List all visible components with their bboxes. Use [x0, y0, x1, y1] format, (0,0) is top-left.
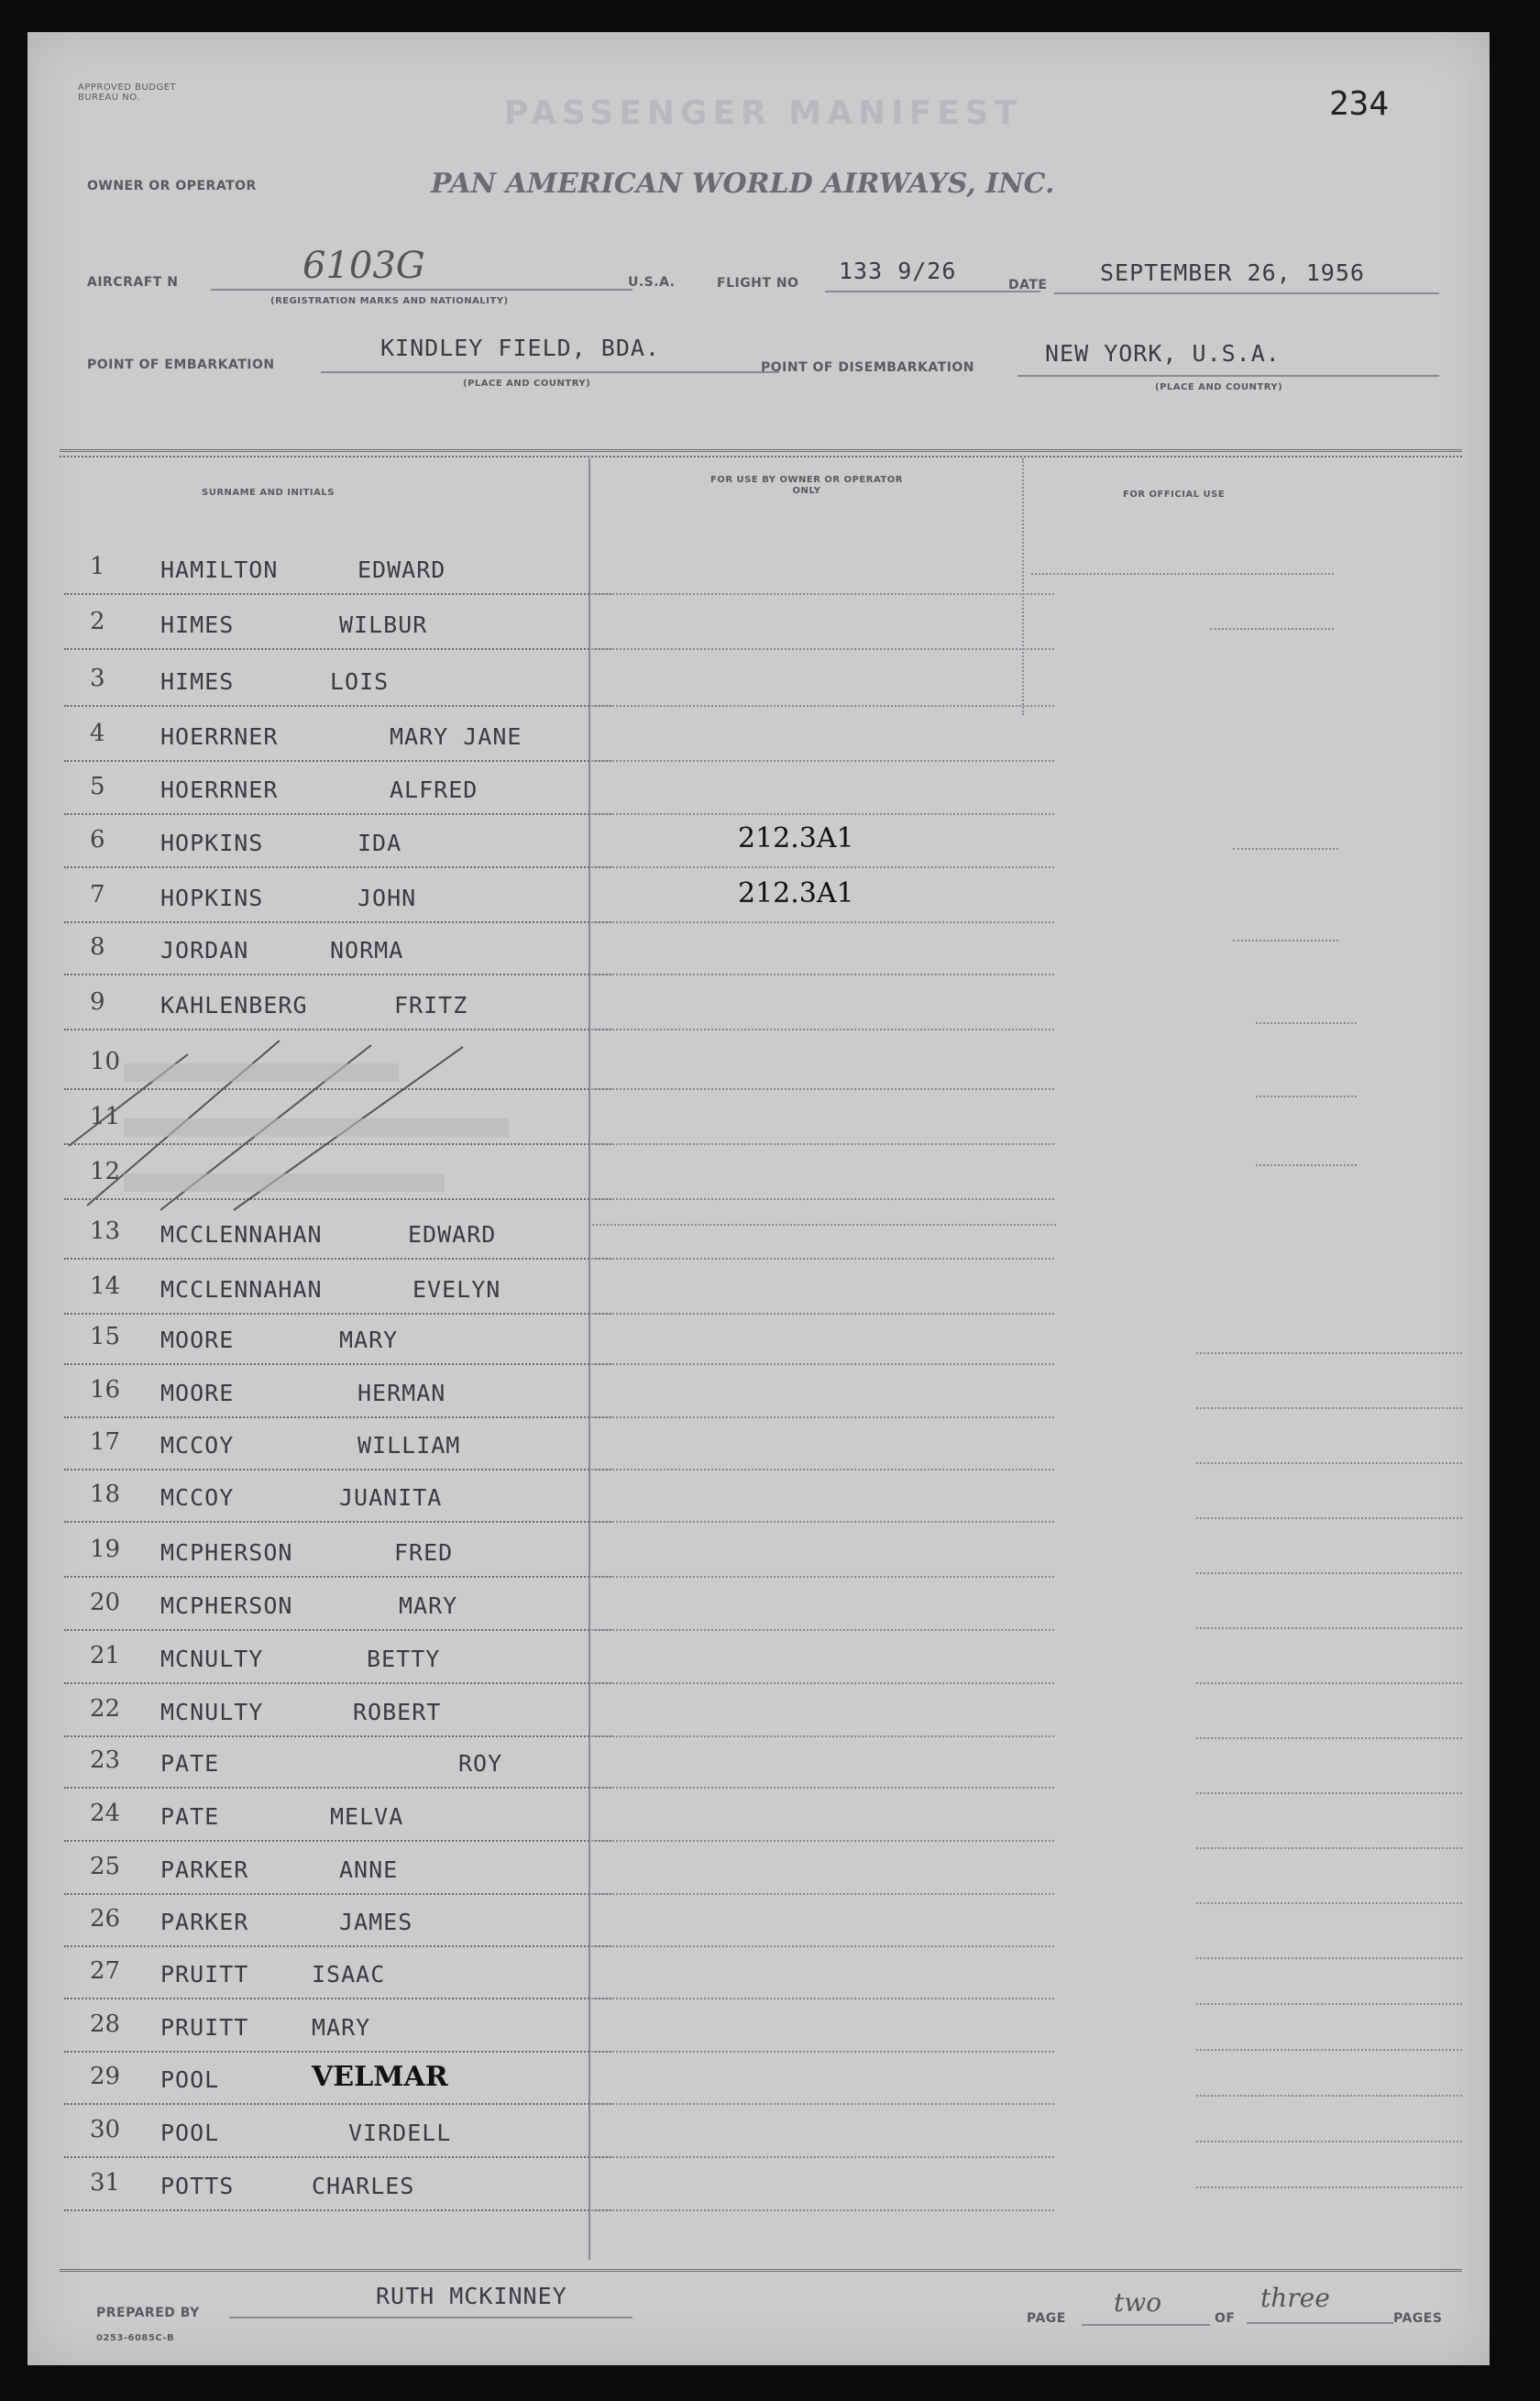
- row-rule: [64, 1945, 614, 1947]
- carrier-name: PAN AMERICAN WORLD AIRWAYS, INC.: [431, 168, 1055, 200]
- owner-column-rule: [591, 1735, 1054, 1737]
- owner-column-rule: [591, 760, 1054, 762]
- passenger-given-name: EVELYN: [412, 1276, 501, 1303]
- disembark-value: NEW YORK, U.S.A.: [1045, 340, 1281, 367]
- embark-sub: (PLACE AND COUNTRY): [463, 379, 591, 389]
- passenger-surname: PATE: [160, 1750, 220, 1777]
- passenger-surname: POOL: [160, 2120, 220, 2146]
- row-rule: [64, 1313, 614, 1315]
- owner-note: 212.3A1: [738, 877, 854, 909]
- usa-label: U.S.A.: [628, 275, 676, 290]
- owner-column-rule: [591, 2051, 1054, 2053]
- passenger-surname: POOL: [160, 2066, 220, 2093]
- form-number: 0253-6085C-B: [96, 2333, 175, 2343]
- passenger-given-name: MARY: [399, 1592, 458, 1619]
- passenger-surname: MCPHERSON: [160, 1539, 293, 1566]
- owner-column-rule: [591, 921, 1054, 923]
- row-rule: [64, 1893, 614, 1895]
- table-top-rule: [60, 449, 1462, 452]
- passenger-given-name: ROY: [458, 1750, 503, 1777]
- page-label: PAGE: [1027, 2311, 1066, 2326]
- passenger-row: [64, 2109, 614, 2164]
- row-rule: [64, 813, 614, 815]
- row-number: 6: [90, 826, 105, 854]
- passenger-given-name: JOHN: [358, 885, 417, 911]
- row-rule: [64, 921, 614, 923]
- row-number: 18: [90, 1481, 121, 1508]
- passenger-surname: HIMES: [160, 668, 235, 695]
- row-number: 29: [90, 2063, 121, 2090]
- passenger-row: [64, 1369, 614, 1424]
- passenger-surname: HOPKINS: [160, 830, 264, 856]
- passenger-row: [64, 1898, 614, 1953]
- owner-note: 212.3A1: [738, 822, 854, 854]
- owner-column-rule: [591, 1521, 1054, 1523]
- embark-label: POINT OF EMBARKATION: [87, 358, 275, 372]
- owner-column-rule: [591, 1258, 1054, 1260]
- passenger-row: [64, 981, 614, 1036]
- owner-column-rule: [591, 1998, 1054, 1999]
- date-value: SEPTEMBER 26, 1956: [1100, 259, 1365, 286]
- row-number: 2: [90, 608, 105, 635]
- passenger-row: [64, 2162, 614, 2217]
- row-rule: [64, 1629, 614, 1631]
- passenger-row: [64, 1739, 614, 1794]
- passenger-row: [64, 926, 614, 981]
- row-rule: [64, 593, 614, 595]
- column-owner-use: FOR USE BY OWNER OR OPERATOR ONLY: [710, 475, 903, 496]
- row-number: 9: [90, 988, 105, 1016]
- owner-column-rule: [591, 705, 1054, 707]
- passenger-surname: MCNULTY: [160, 1646, 264, 1672]
- owner-column-rule: [591, 2103, 1054, 2105]
- row-rule: [64, 2103, 614, 2105]
- row-rule: [64, 1258, 614, 1260]
- passenger-row: [64, 2003, 614, 2058]
- passenger-surname: PRUITT: [160, 1961, 249, 1988]
- passenger-row: [64, 1316, 614, 1371]
- passenger-row: [64, 819, 854, 874]
- row-number: 12: [90, 1158, 121, 1185]
- owner-column-rule: [591, 593, 1054, 595]
- row-number: 1: [90, 553, 105, 580]
- row-number: 7: [90, 881, 105, 909]
- row-rule: [64, 1735, 614, 1737]
- passenger-given-name: EDWARD: [358, 556, 446, 583]
- row-number: 31: [90, 2169, 121, 2197]
- aircraft-sub: (REGISTRATION MARKS AND NATIONALITY): [270, 296, 509, 306]
- table-bottom-rule: [60, 2269, 1462, 2272]
- row-rule: [64, 1787, 614, 1789]
- row-rule: [64, 1029, 614, 1030]
- disembark-sub: (PLACE AND COUNTRY): [1155, 382, 1283, 392]
- row-number: 25: [90, 1853, 121, 1880]
- passenger-given-name: JAMES: [339, 1909, 413, 1935]
- owner-column-rule: [591, 1143, 1054, 1145]
- row-rule: [64, 974, 614, 975]
- owner-column-rule: [591, 1787, 1054, 1789]
- cancelled-rows-strike: [69, 1036, 591, 1219]
- row-rule: [64, 2156, 614, 2158]
- passenger-row: [64, 1950, 614, 2005]
- prepared-label: PREPARED BY: [96, 2306, 200, 2320]
- passenger-row: [64, 1581, 614, 1636]
- passenger-given-name: VIRDELL: [348, 2120, 452, 2146]
- row-rule: [64, 1469, 614, 1470]
- passenger-surname: MCCLENNAHAN: [160, 1221, 323, 1248]
- passenger-row: [64, 1528, 614, 1583]
- passenger-given-name: MARY: [339, 1327, 399, 1353]
- owner-column-rule: [591, 1088, 1054, 1090]
- row-number: 10: [90, 1048, 121, 1075]
- passenger-surname: HIMES: [160, 611, 235, 638]
- passenger-given-name: VELMAR: [312, 2061, 448, 2093]
- of-value: three: [1260, 2283, 1330, 2313]
- aircraft-label: AIRCRAFT N: [87, 275, 179, 290]
- aircraft-value: 6103G: [302, 245, 425, 287]
- owner-column-rule: [591, 1576, 1054, 1578]
- row-number: 11: [90, 1103, 121, 1130]
- row-rule: [64, 648, 614, 650]
- row-number: 16: [90, 1376, 121, 1404]
- column-divider-2: [1022, 458, 1024, 715]
- passenger-row: [64, 600, 614, 655]
- passenger-surname: MCNULTY: [160, 1699, 264, 1725]
- passenger-surname: MCCLENNAHAN: [160, 1276, 323, 1303]
- passenger-given-name: WILBUR: [339, 611, 428, 638]
- page-number: 234: [1329, 85, 1390, 123]
- owner-column-rule: [591, 2156, 1054, 2158]
- passenger-surname: KAHLENBERG: [160, 992, 308, 1019]
- passenger-surname: MCCOY: [160, 1484, 235, 1511]
- passenger-surname: JORDAN: [160, 937, 249, 964]
- row-rule: [64, 866, 614, 868]
- date-label: DATE: [1008, 278, 1048, 292]
- passenger-surname: HOERRNER: [160, 776, 279, 803]
- passenger-row: [64, 1635, 614, 1690]
- row-number: 20: [90, 1589, 121, 1616]
- row-number: 26: [90, 1905, 121, 1933]
- manifest-sheet: [28, 32, 1490, 2365]
- passenger-given-name: ISAAC: [312, 1961, 386, 1988]
- passenger-surname: HOERRNER: [160, 723, 279, 750]
- owner-column-rule: [591, 648, 1054, 650]
- row-rule: [64, 2209, 614, 2211]
- row-number: 19: [90, 1536, 121, 1563]
- passenger-row: [64, 765, 614, 821]
- owner-column-rule: [591, 2209, 1054, 2211]
- owner-column-rule: [591, 1682, 1054, 1684]
- owner-column-rule: [591, 1840, 1054, 1842]
- embark-value: KINDLEY FIELD, BDA.: [380, 335, 660, 361]
- passenger-row: [64, 1265, 614, 1320]
- column-official-use: FOR OFFICIAL USE: [1123, 490, 1226, 500]
- row-number: 28: [90, 2010, 121, 2038]
- passenger-row: [64, 1792, 614, 1847]
- row-rule: [64, 1682, 614, 1684]
- passenger-given-name: IDA: [358, 830, 402, 856]
- passenger-given-name: FRITZ: [394, 992, 468, 1019]
- row-number: 24: [90, 1800, 121, 1827]
- passenger-surname: MCCOY: [160, 1432, 235, 1459]
- passenger-row: [64, 1688, 614, 1743]
- prepared-value: RUTH MCKINNEY: [376, 2283, 567, 2309]
- row-number: 23: [90, 1746, 121, 1774]
- passenger-row: [64, 545, 614, 600]
- passenger-given-name: LOIS: [330, 668, 390, 695]
- passenger-surname: MOORE: [160, 1380, 235, 1406]
- passenger-given-name: FRED: [394, 1539, 454, 1566]
- passenger-surname: MOORE: [160, 1327, 235, 1353]
- passenger-surname: PARKER: [160, 1856, 249, 1883]
- page-value: two: [1114, 2287, 1162, 2318]
- passenger-row: [64, 874, 854, 929]
- row-rule: [64, 1521, 614, 1523]
- passenger-surname: POTTS: [160, 2173, 235, 2199]
- passenger-given-name: ANNE: [339, 1856, 399, 1883]
- passenger-given-name: ALFRED: [390, 776, 478, 803]
- owner-column-rule: [591, 813, 1054, 815]
- passenger-surname: PATE: [160, 1803, 220, 1830]
- flight-value: 133 9/26: [839, 258, 957, 284]
- passenger-given-name: MELVA: [330, 1803, 404, 1830]
- row-number: 22: [90, 1695, 121, 1723]
- row-rule: [64, 1363, 614, 1365]
- passenger-given-name: EDWARD: [408, 1221, 497, 1248]
- row-number: 17: [90, 1428, 121, 1456]
- passenger-given-name: MARY JANE: [390, 723, 522, 750]
- passenger-given-name: CHARLES: [312, 2173, 415, 2199]
- row-number: 21: [90, 1642, 121, 1669]
- owner-column-rule: [591, 1198, 1054, 1200]
- passenger-given-name: ROBERT: [353, 1699, 442, 1725]
- row-number: 15: [90, 1323, 121, 1350]
- owner-column-rule: [591, 974, 1054, 975]
- owner-column-rule: [591, 1416, 1054, 1418]
- passenger-row: [64, 1845, 614, 1900]
- passenger-given-name: WILLIAM: [358, 1432, 461, 1459]
- row-number: 4: [90, 720, 105, 747]
- owner-column-rule: [591, 1029, 1054, 1030]
- passenger-row: [64, 1421, 614, 1476]
- passenger-row: [64, 2055, 614, 2110]
- row-number: 30: [90, 2116, 121, 2143]
- owner-column-rule: [591, 866, 1054, 868]
- row-rule: [64, 1840, 614, 1842]
- row-rule: [64, 1576, 614, 1578]
- owner-column-rule: [591, 1469, 1054, 1470]
- passenger-surname: HAMILTON: [160, 556, 279, 583]
- row-rule: [64, 760, 614, 762]
- passenger-surname: MCPHERSON: [160, 1592, 293, 1619]
- owner-column-rule: [591, 1313, 1054, 1315]
- passenger-given-name: JUANITA: [339, 1484, 443, 1511]
- passenger-row: [64, 657, 614, 712]
- passenger-row: [64, 712, 614, 767]
- passenger-surname: PRUITT: [160, 2014, 249, 2041]
- owner-column-rule: [591, 1629, 1054, 1631]
- passenger-row: [64, 1473, 614, 1528]
- passenger-given-name: HERMAN: [358, 1380, 446, 1406]
- row-number: 3: [90, 665, 105, 692]
- row-number: 8: [90, 933, 105, 961]
- row-number: 5: [90, 773, 105, 800]
- pages-label: PAGES: [1393, 2311, 1443, 2326]
- owner-label: OWNER OR OPERATOR: [87, 179, 257, 193]
- form-title: PASSENGER MANIFEST: [504, 94, 1023, 132]
- row-rule: [64, 1416, 614, 1418]
- disembark-label: POINT OF DISEMBARKATION: [761, 360, 975, 375]
- approved-note: APPROVED BUDGET BUREAU NO.: [78, 83, 177, 103]
- of-label: OF: [1215, 2311, 1236, 2326]
- owner-column-rule: [591, 1945, 1054, 1947]
- row-number: 13: [90, 1217, 121, 1245]
- row-number: 27: [90, 1957, 121, 1985]
- passenger-surname: HOPKINS: [160, 885, 264, 911]
- passenger-given-name: MARY: [312, 2014, 371, 2041]
- row-number: 14: [90, 1272, 121, 1300]
- owner-column-rule: [591, 1893, 1054, 1895]
- passenger-given-name: NORMA: [330, 937, 404, 964]
- passenger-given-name: BETTY: [367, 1646, 441, 1672]
- row-rule: [64, 705, 614, 707]
- row-rule: [64, 1998, 614, 1999]
- column-surname: SURNAME AND INITIALS: [202, 488, 335, 498]
- row-rule: [64, 2051, 614, 2053]
- passenger-surname: PARKER: [160, 1909, 249, 1935]
- owner-column-rule: [591, 1363, 1054, 1365]
- flight-label: FLIGHT NO: [717, 276, 799, 291]
